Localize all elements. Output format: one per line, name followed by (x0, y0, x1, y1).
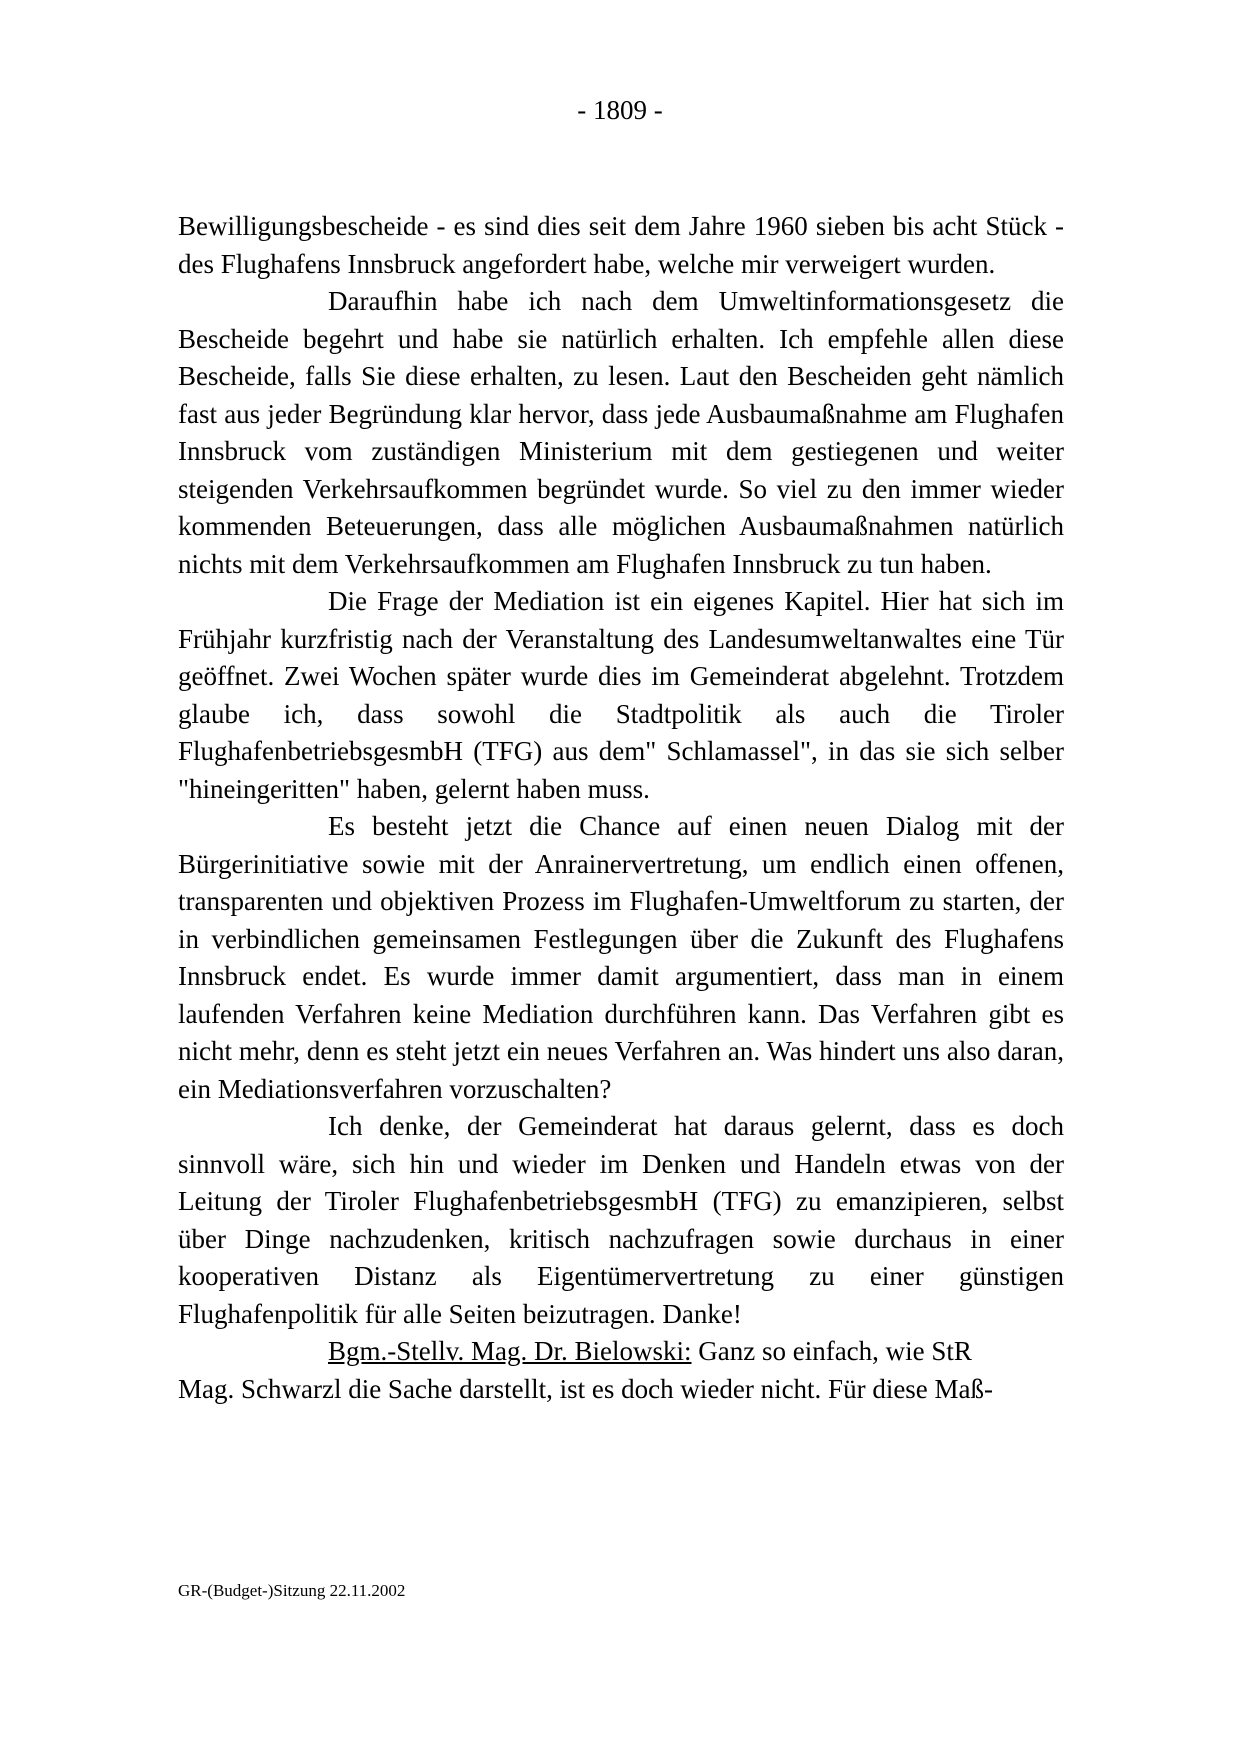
document-body (178, 208, 1064, 1408)
paragraph-mediation: Die Frage der Mediation ist ein eigenes Kapitel. Hier hat sich im Frühjahr kurzfristig nach der Veranstaltung des Landesumweltanwaltes eine Tür geöffnet. Zwei Wochen später wurde dies im Gemeinderat abgelehnt. Trotzdem glaube ich, dass sowohl die Stadtpolitik als auch die Tiroler FlughafenbetriebsgesmbH (TFG) aus dem" Schlamassel", in das sie sich selber "hineingeritten" haben, gelernt haben muss. (178, 586, 1064, 804)
paragraph-umweltinformation: Daraufhin habe ich nach dem Umweltinformationsgesetz die Bescheide begehrt und habe sie natürlich erhalten. Ich empfehle allen diese Bescheide, falls Sie diese erhalten, zu lesen. Laut den Bescheiden geht nämlich fast aus jeder Begründung klar hervor, dass jede Ausbaumaßnahme am Flughafen Innsbruck vom zuständigen Ministerium mit dem gestiegenen und weiter steigenden Verkehrsaufkommen begründet wurde. So viel zu den immer wieder kommenden Beteuerungen, dass alle möglichen Ausbaumaßnahmen natürlich nichts mit dem Verkehrsaufkommen am Flughafen Innsbruck zu tun haben. (178, 286, 1064, 579)
paragraph-conclusion: Ich denke, der Gemeinderat hat daraus gelernt, dass es doch sinnvoll wäre, sich hin und wieder im Denken und Handeln etwas von der Leitung der Tiroler FlughafenbetriebsgesmbH (TFG) zu emanzipieren, selbst über Dinge nachzudenken, kritisch nachzufragen sowie durchaus in einer kooperativen Distanz als Eigentümervertretung zu einer günstigen Flughafenpolitik für alle Seiten beizutragen. Danke! (178, 1111, 1064, 1329)
speaker-text-line1: Ganz so einfach, wie StR (691, 1336, 972, 1366)
paragraph-dialog: Es besteht jetzt die Chance auf einen neuen Dialog mit der Bürgerinitiative sowie mit der Anrainervertretung, um endlich einen offenen, transparenten und objektiven Prozess im Flughafen-Umweltforum zu starten, der in verbindlichen gemeinsamen Festlegungen über die Zukunft des Flughafens Innsbruck endet. Es wurde immer damit argumentiert, dass man in einem laufenden Verfahren keine Mediation durchführen kann. Das Verfahren gibt es nicht mehr, denn es steht jetzt ein neues Verfahren an. Was hindert uns also daran, ein Mediationsverfahren vorzuschalten? (178, 811, 1064, 1104)
speaker-name: Bgm.-Stellv. Mag. Dr. Bielowski: (328, 1336, 692, 1366)
page-number: - 1809 - (577, 95, 663, 125)
speaker-text-line2: Mag. Schwarzl die Sache darstellt, ist es doch wieder nicht. Für diese Maß- (178, 1373, 994, 1404)
footer-session: GR-(Budget-)Sitzung 22.11.2002 (178, 1581, 406, 1600)
paragraph-continuation: Bewilligungsbescheide - es sind dies seit dem Jahre 1960 sieben bis acht Stück - des Flughafens Innsbruck angefordert habe, welche mir verweigert wurden. (178, 211, 1064, 279)
speaker-paragraph (178, 1333, 1064, 1408)
